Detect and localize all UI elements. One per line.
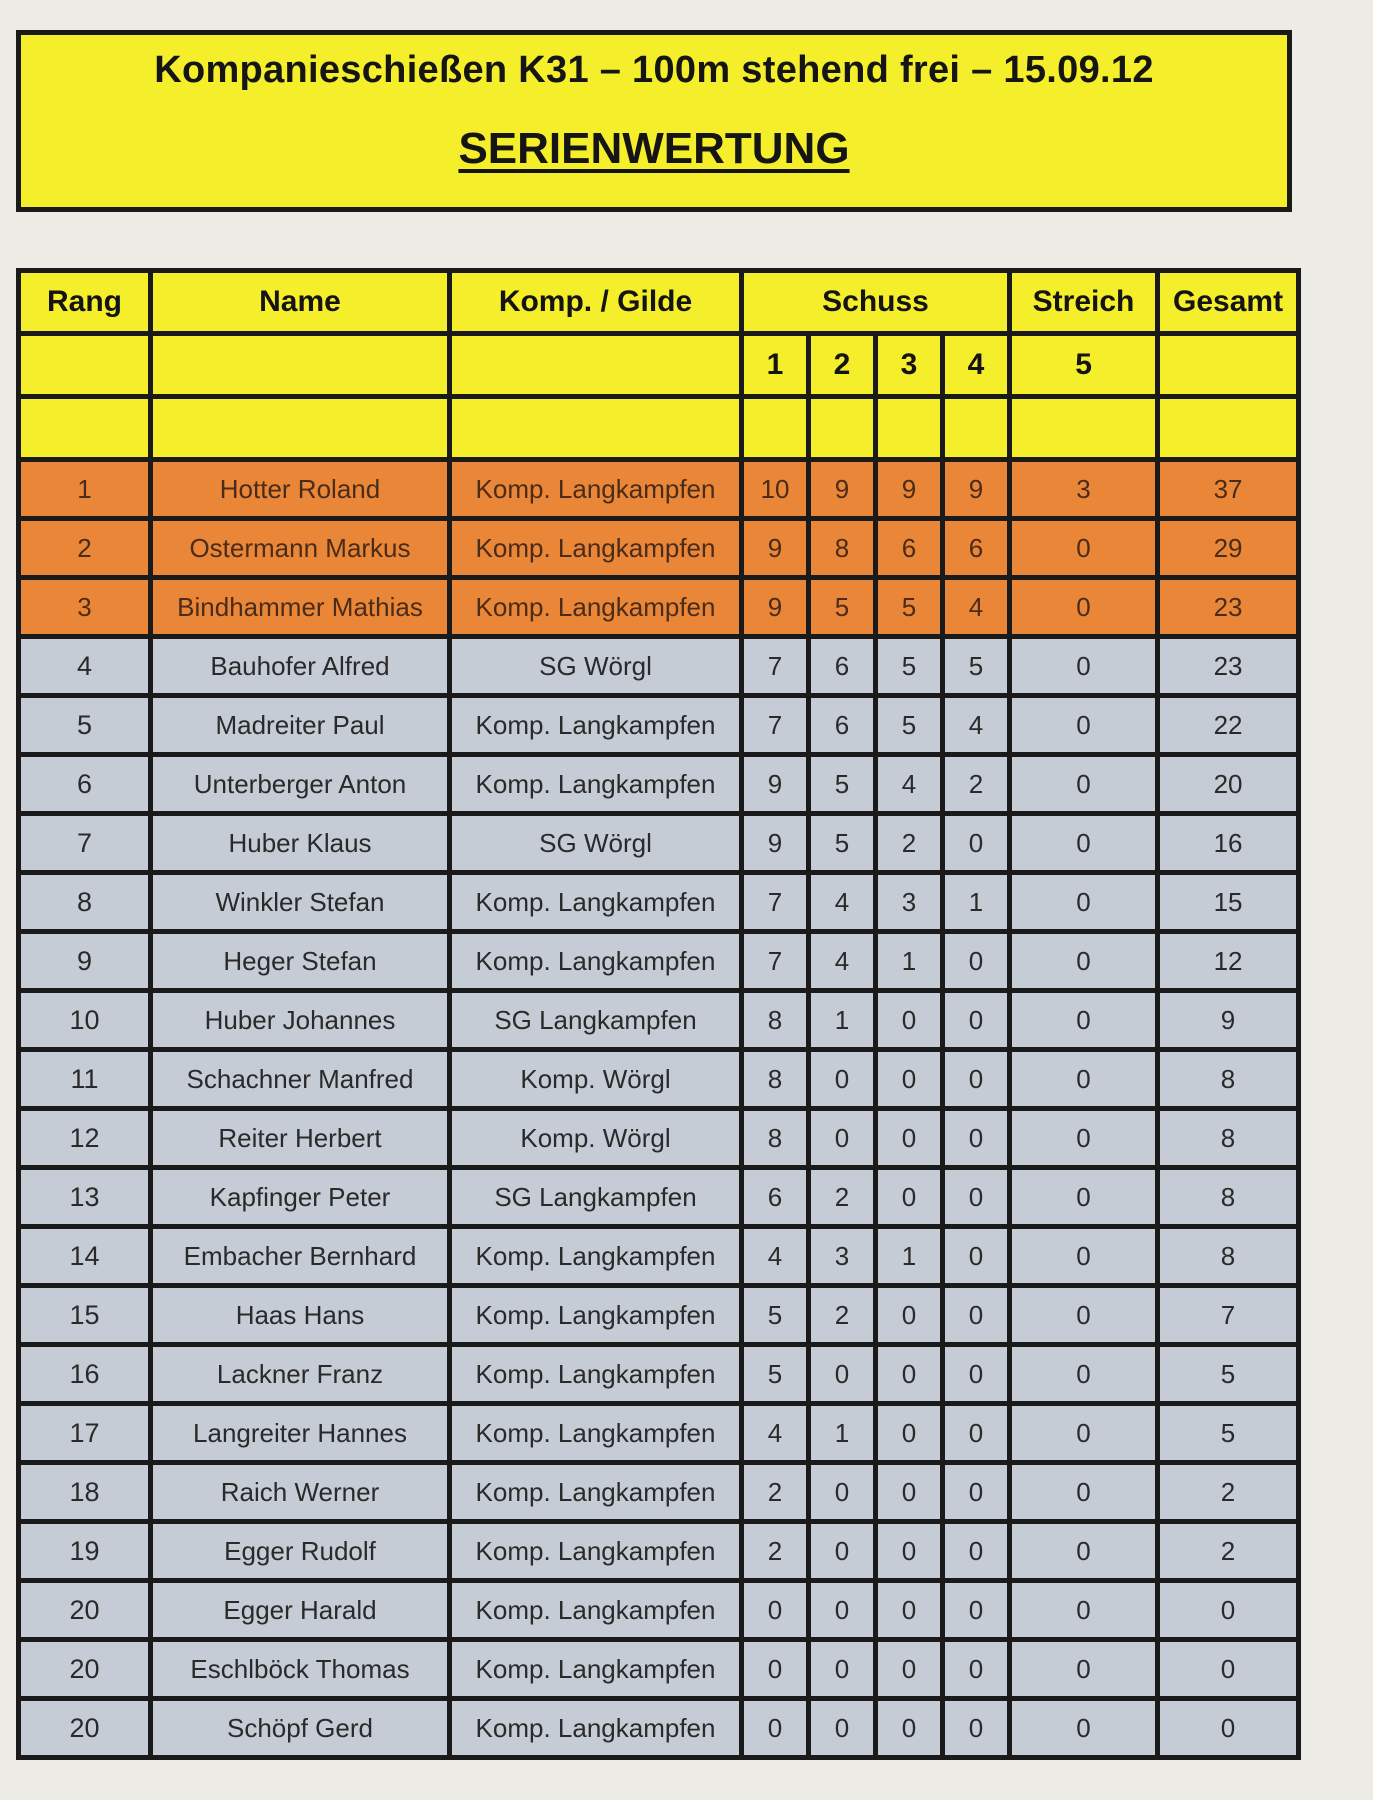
table-row — [19, 1286, 1299, 1345]
shot-1-cell: 7 — [742, 873, 809, 932]
company-cell: Komp. Langkampfen — [450, 755, 742, 814]
streich-cell: 0 — [1010, 1640, 1158, 1699]
shot-4-cell: 4 — [943, 578, 1010, 637]
shot-3-cell: 0 — [876, 1286, 943, 1345]
shot-1-cell: 9 — [742, 755, 809, 814]
table-row — [19, 1581, 1299, 1640]
shot-4-cell: 5 — [943, 637, 1010, 696]
shot-3-cell: 6 — [876, 519, 943, 578]
streich-cell: 0 — [1010, 1522, 1158, 1581]
streich-cell: 0 — [1010, 1463, 1158, 1522]
blank-header-row — [19, 397, 1299, 460]
company-cell: Komp. Langkampfen — [450, 932, 742, 991]
company-cell: Komp. Wörgl — [450, 1050, 742, 1109]
blank-cell — [1158, 397, 1299, 460]
shot-2-cell: 2 — [809, 1286, 876, 1345]
shot-1-cell: 4 — [742, 1227, 809, 1286]
name-cell: Bindhammer Mathias — [151, 578, 450, 637]
shot-4-cell: 0 — [943, 1640, 1010, 1699]
shot-1-cell: 6 — [742, 1168, 809, 1227]
name-cell: Embacher Bernhard — [151, 1227, 450, 1286]
title-banner — [16, 30, 1292, 212]
name-cell: Huber Johannes — [151, 991, 450, 1050]
shot-2-cell: 0 — [809, 1345, 876, 1404]
header-streich: Streich — [1010, 271, 1158, 334]
shot-2-cell: 0 — [809, 1109, 876, 1168]
shot-1-cell: 8 — [742, 991, 809, 1050]
name-cell: Reiter Herbert — [151, 1109, 450, 1168]
streich-cell: 0 — [1010, 519, 1158, 578]
name-cell: Bauhofer Alfred — [151, 637, 450, 696]
page-title: Kompanieschießen K31 – 100m stehend frei – 15.09.12 — [154, 49, 1154, 91]
total-cell: 8 — [1158, 1227, 1299, 1286]
shot-2-cell: 5 — [809, 578, 876, 637]
table-row — [19, 578, 1299, 637]
shot-4-cell: 2 — [943, 755, 1010, 814]
total-cell: 37 — [1158, 460, 1299, 519]
shot-2-cell: 5 — [809, 814, 876, 873]
rank-cell: 6 — [19, 755, 151, 814]
shot-3-cell: 5 — [876, 696, 943, 755]
name-cell: Hotter Roland — [151, 460, 450, 519]
blank-cell — [151, 334, 450, 397]
table-row — [19, 637, 1299, 696]
shot-3-cell: 0 — [876, 1640, 943, 1699]
shot-3-cell: 5 — [876, 578, 943, 637]
shot-2-cell: 6 — [809, 696, 876, 755]
company-cell: Komp. Langkampfen — [450, 519, 742, 578]
company-cell: Komp. Langkampfen — [450, 1345, 742, 1404]
shot-2-cell: 0 — [809, 1581, 876, 1640]
blank-cell — [742, 397, 809, 460]
shot-number-2: 2 — [809, 334, 876, 397]
rank-cell: 13 — [19, 1168, 151, 1227]
shot-3-cell: 0 — [876, 1522, 943, 1581]
streich-cell: 0 — [1010, 873, 1158, 932]
table-row — [19, 519, 1299, 578]
blank-cell — [1010, 397, 1158, 460]
total-cell: 5 — [1158, 1404, 1299, 1463]
rank-cell: 20 — [19, 1699, 151, 1758]
shot-4-cell: 0 — [943, 814, 1010, 873]
company-cell: Komp. Langkampfen — [450, 1286, 742, 1345]
streich-cell: 0 — [1010, 991, 1158, 1050]
shot-1-cell: 5 — [742, 1345, 809, 1404]
results-table — [16, 268, 1301, 1760]
rank-cell: 3 — [19, 578, 151, 637]
total-cell: 23 — [1158, 578, 1299, 637]
shot-1-cell: 4 — [742, 1404, 809, 1463]
shot-1-cell: 0 — [742, 1640, 809, 1699]
table-row — [19, 814, 1299, 873]
name-cell: Schachner Manfred — [151, 1050, 450, 1109]
shot-1-cell: 7 — [742, 932, 809, 991]
rank-cell: 8 — [19, 873, 151, 932]
company-cell: Komp. Langkampfen — [450, 1404, 742, 1463]
shot-3-cell: 5 — [876, 637, 943, 696]
streich-cell: 0 — [1010, 1227, 1158, 1286]
name-cell: Winkler Stefan — [151, 873, 450, 932]
table-row — [19, 1109, 1299, 1168]
rank-cell: 10 — [19, 991, 151, 1050]
shot-3-cell: 3 — [876, 873, 943, 932]
shot-1-cell: 2 — [742, 1463, 809, 1522]
total-cell: 23 — [1158, 637, 1299, 696]
company-cell: Komp. Langkampfen — [450, 1522, 742, 1581]
shot-4-cell: 0 — [943, 1227, 1010, 1286]
streich-cell: 0 — [1010, 1050, 1158, 1109]
shot-2-cell: 0 — [809, 1699, 876, 1758]
name-cell: Kapfinger Peter — [151, 1168, 450, 1227]
name-cell: Lackner Franz — [151, 1345, 450, 1404]
company-cell: SG Wörgl — [450, 814, 742, 873]
table-row — [19, 460, 1299, 519]
shot-3-cell: 0 — [876, 1050, 943, 1109]
shot-3-cell: 0 — [876, 1109, 943, 1168]
streich-cell: 0 — [1010, 814, 1158, 873]
table-row — [19, 696, 1299, 755]
shot-4-cell: 1 — [943, 873, 1010, 932]
rank-cell: 2 — [19, 519, 151, 578]
company-cell: Komp. Langkampfen — [450, 460, 742, 519]
total-cell: 0 — [1158, 1699, 1299, 1758]
name-cell: Unterberger Anton — [151, 755, 450, 814]
table-row — [19, 1699, 1299, 1758]
streich-cell: 0 — [1010, 578, 1158, 637]
shot-3-cell: 0 — [876, 1345, 943, 1404]
rank-cell: 17 — [19, 1404, 151, 1463]
shot-1-cell: 8 — [742, 1109, 809, 1168]
blank-cell — [876, 397, 943, 460]
shot-1-cell: 2 — [742, 1522, 809, 1581]
shot-number-5: 5 — [1010, 334, 1158, 397]
total-cell: 2 — [1158, 1522, 1299, 1581]
blank-cell — [19, 334, 151, 397]
streich-cell: 0 — [1010, 696, 1158, 755]
shot-3-cell: 4 — [876, 755, 943, 814]
name-cell: Langreiter Hannes — [151, 1404, 450, 1463]
blank-cell — [151, 397, 450, 460]
company-cell: Komp. Langkampfen — [450, 1699, 742, 1758]
total-cell: 22 — [1158, 696, 1299, 755]
company-cell: SG Wörgl — [450, 637, 742, 696]
shot-2-cell: 2 — [809, 1168, 876, 1227]
rank-cell: 16 — [19, 1345, 151, 1404]
shot-2-cell: 1 — [809, 991, 876, 1050]
shot-3-cell: 2 — [876, 814, 943, 873]
shot-2-cell: 5 — [809, 755, 876, 814]
total-cell: 7 — [1158, 1286, 1299, 1345]
shot-4-cell: 0 — [943, 991, 1010, 1050]
company-cell: Komp. Langkampfen — [450, 873, 742, 932]
shot-2-cell: 1 — [809, 1404, 876, 1463]
shot-number-3: 3 — [876, 334, 943, 397]
header-rang: Rang — [19, 271, 151, 334]
table-row — [19, 1227, 1299, 1286]
shot-3-cell: 1 — [876, 932, 943, 991]
shot-3-cell: 9 — [876, 460, 943, 519]
shot-1-cell: 10 — [742, 460, 809, 519]
streich-cell: 0 — [1010, 1699, 1158, 1758]
table-row — [19, 1522, 1299, 1581]
total-cell: 20 — [1158, 755, 1299, 814]
streich-cell: 3 — [1010, 460, 1158, 519]
page-subtitle: SERIENWERTUNG — [458, 124, 850, 173]
streich-cell: 0 — [1010, 1404, 1158, 1463]
company-cell: Komp. Langkampfen — [450, 696, 742, 755]
name-cell: Eschlböck Thomas — [151, 1640, 450, 1699]
rank-cell: 15 — [19, 1286, 151, 1345]
shot-1-cell: 0 — [742, 1581, 809, 1640]
shot-4-cell: 0 — [943, 1404, 1010, 1463]
shot-number-4: 4 — [943, 334, 1010, 397]
header-name: Name — [151, 271, 450, 334]
company-cell: Komp. Langkampfen — [450, 1581, 742, 1640]
company-cell: Komp. Langkampfen — [450, 578, 742, 637]
shot-1-cell: 5 — [742, 1286, 809, 1345]
rank-cell: 4 — [19, 637, 151, 696]
shot-4-cell: 0 — [943, 1286, 1010, 1345]
shot-1-cell: 9 — [742, 519, 809, 578]
rank-cell: 20 — [19, 1581, 151, 1640]
blank-cell — [450, 397, 742, 460]
company-cell: Komp. Langkampfen — [450, 1227, 742, 1286]
total-cell: 5 — [1158, 1345, 1299, 1404]
shot-4-cell: 0 — [943, 1109, 1010, 1168]
streich-cell: 0 — [1010, 1286, 1158, 1345]
shot-2-cell: 0 — [809, 1640, 876, 1699]
results-body — [19, 460, 1299, 1758]
shot-1-cell: 9 — [742, 814, 809, 873]
streich-cell: 0 — [1010, 1345, 1158, 1404]
rank-cell: 18 — [19, 1463, 151, 1522]
streich-cell: 0 — [1010, 1109, 1158, 1168]
rank-cell: 20 — [19, 1640, 151, 1699]
total-cell: 8 — [1158, 1050, 1299, 1109]
shot-4-cell: 0 — [943, 1050, 1010, 1109]
shot-1-cell: 7 — [742, 696, 809, 755]
shot-2-cell: 6 — [809, 637, 876, 696]
name-cell: Madreiter Paul — [151, 696, 450, 755]
blank-cell — [450, 334, 742, 397]
shot-2-cell: 4 — [809, 932, 876, 991]
shot-1-cell: 8 — [742, 1050, 809, 1109]
total-cell: 29 — [1158, 519, 1299, 578]
blank-cell — [19, 397, 151, 460]
shot-2-cell: 0 — [809, 1050, 876, 1109]
shot-3-cell: 0 — [876, 1581, 943, 1640]
streich-cell: 0 — [1010, 755, 1158, 814]
shot-2-cell: 9 — [809, 460, 876, 519]
table-row — [19, 1168, 1299, 1227]
total-cell: 12 — [1158, 932, 1299, 991]
streich-cell: 0 — [1010, 637, 1158, 696]
table-row — [19, 755, 1299, 814]
table-row — [19, 932, 1299, 991]
shot-4-cell: 0 — [943, 1581, 1010, 1640]
table-row — [19, 1050, 1299, 1109]
company-cell: Komp. Langkampfen — [450, 1640, 742, 1699]
name-cell: Egger Harald — [151, 1581, 450, 1640]
shot-4-cell: 0 — [943, 932, 1010, 991]
total-cell: 15 — [1158, 873, 1299, 932]
header-gesamt: Gesamt — [1158, 271, 1299, 334]
name-cell: Ostermann Markus — [151, 519, 450, 578]
shot-4-cell: 6 — [943, 519, 1010, 578]
table-row — [19, 991, 1299, 1050]
shot-2-cell: 8 — [809, 519, 876, 578]
blank-cell — [943, 397, 1010, 460]
shot-2-cell: 3 — [809, 1227, 876, 1286]
streich-cell: 0 — [1010, 1168, 1158, 1227]
shot-number-row — [19, 334, 1299, 397]
table-row — [19, 873, 1299, 932]
header-schuss: Schuss — [742, 271, 1010, 334]
shot-3-cell: 0 — [876, 1699, 943, 1758]
shot-4-cell: 9 — [943, 460, 1010, 519]
table-row — [19, 1463, 1299, 1522]
rank-cell: 14 — [19, 1227, 151, 1286]
shot-4-cell: 0 — [943, 1522, 1010, 1581]
name-cell: Egger Rudolf — [151, 1522, 450, 1581]
streich-cell: 0 — [1010, 1581, 1158, 1640]
total-cell: 8 — [1158, 1168, 1299, 1227]
shot-3-cell: 0 — [876, 991, 943, 1050]
total-cell: 0 — [1158, 1640, 1299, 1699]
total-cell: 16 — [1158, 814, 1299, 873]
table-row — [19, 1345, 1299, 1404]
shot-2-cell: 0 — [809, 1463, 876, 1522]
shot-3-cell: 0 — [876, 1463, 943, 1522]
rank-cell: 1 — [19, 460, 151, 519]
shot-4-cell: 0 — [943, 1345, 1010, 1404]
company-cell: Komp. Wörgl — [450, 1109, 742, 1168]
shot-1-cell: 7 — [742, 637, 809, 696]
shot-3-cell: 1 — [876, 1227, 943, 1286]
shot-4-cell: 0 — [943, 1699, 1010, 1758]
name-cell: Huber Klaus — [151, 814, 450, 873]
total-cell: 0 — [1158, 1581, 1299, 1640]
rank-cell: 12 — [19, 1109, 151, 1168]
shot-4-cell: 0 — [943, 1463, 1010, 1522]
rank-cell: 19 — [19, 1522, 151, 1581]
rank-cell: 9 — [19, 932, 151, 991]
shot-3-cell: 0 — [876, 1404, 943, 1463]
rank-cell: 7 — [19, 814, 151, 873]
name-cell: Schöpf Gerd — [151, 1699, 450, 1758]
table-row — [19, 1404, 1299, 1463]
blank-cell — [809, 397, 876, 460]
blank-cell — [1158, 334, 1299, 397]
streich-cell: 0 — [1010, 932, 1158, 991]
company-cell: SG Langkampfen — [450, 1168, 742, 1227]
name-cell: Heger Stefan — [151, 932, 450, 991]
shot-2-cell: 0 — [809, 1522, 876, 1581]
name-cell: Haas Hans — [151, 1286, 450, 1345]
rank-cell: 5 — [19, 696, 151, 755]
shot-number-1: 1 — [742, 334, 809, 397]
shot-2-cell: 4 — [809, 873, 876, 932]
table-row — [19, 1640, 1299, 1699]
company-cell: SG Langkampfen — [450, 991, 742, 1050]
shot-3-cell: 0 — [876, 1168, 943, 1227]
header-komp: Komp. / Gilde — [450, 271, 742, 334]
company-cell: Komp. Langkampfen — [450, 1463, 742, 1522]
name-cell: Raich Werner — [151, 1463, 450, 1522]
total-cell: 2 — [1158, 1463, 1299, 1522]
shot-4-cell: 0 — [943, 1168, 1010, 1227]
total-cell: 9 — [1158, 991, 1299, 1050]
shot-1-cell: 0 — [742, 1699, 809, 1758]
total-cell: 8 — [1158, 1109, 1299, 1168]
table-header-row — [19, 271, 1299, 334]
rank-cell: 11 — [19, 1050, 151, 1109]
shot-4-cell: 4 — [943, 696, 1010, 755]
shot-1-cell: 9 — [742, 578, 809, 637]
